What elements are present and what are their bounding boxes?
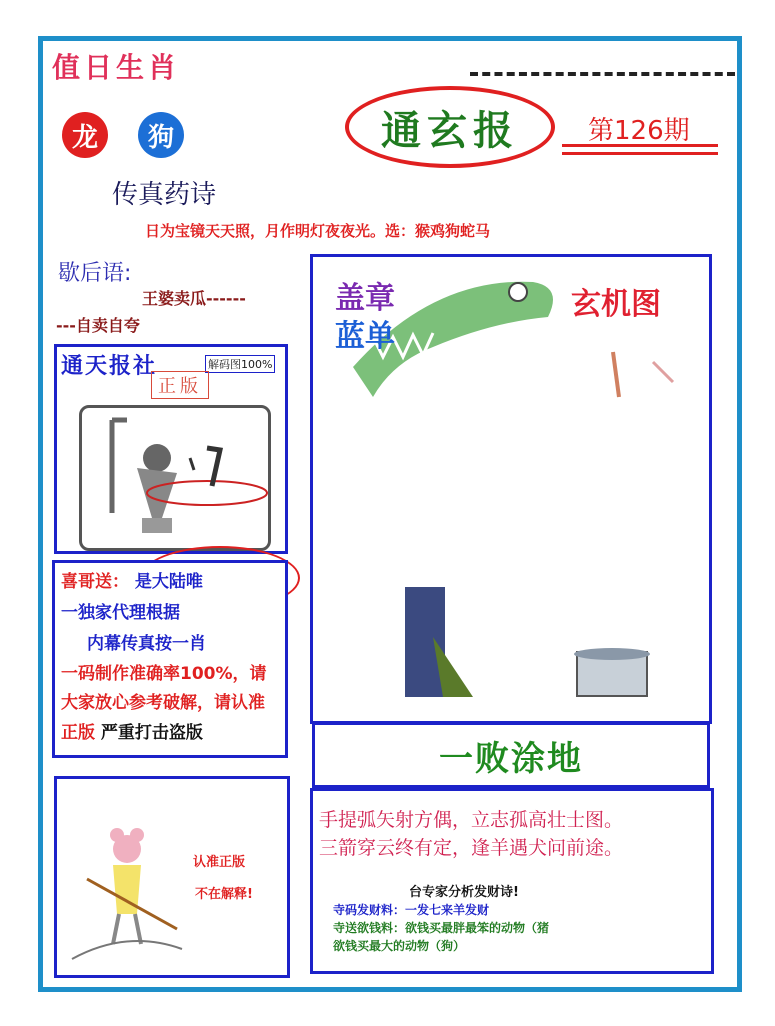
header-dash-line (470, 72, 735, 76)
notice-sender: 喜哥送： (61, 572, 129, 592)
poem-line2: 三箭穿云终有定，逢羊遇犬问前途。 (319, 837, 624, 859)
expert-line2: 寺送欲钱料：欲钱买最胖最笨的动物（猪 (333, 921, 550, 935)
xiehouyu-line2: ---自卖自夸 (56, 316, 140, 335)
expert-title: 台专家分析发财诗! (409, 885, 519, 900)
notice-line4: 一码制作准确率100%，请大家放心参考破解，请认准 (61, 664, 267, 713)
notice-genuine: 正版 (61, 723, 95, 743)
notice-line2: 一独家代理根据 (61, 603, 180, 623)
notice-anti-piracy: 严重打击盗版 (100, 723, 203, 743)
stamp-label-1: 盖章 (335, 281, 395, 316)
expert-line3: 欲钱买最大的动物（狗） (333, 939, 466, 953)
decode-label: 解码图100% (205, 355, 275, 373)
fax-poem-label: 传真药诗 (112, 180, 217, 210)
notice-line5 (61, 718, 279, 749)
banner-box (312, 722, 710, 788)
bottom-left-box (54, 776, 290, 978)
xiehouyu-label: 歇后语: (58, 261, 132, 286)
zodiac-title: 值日生肖 (52, 51, 181, 84)
xuanji-label: 玄机图 (571, 287, 661, 322)
golfer-icon (82, 408, 268, 548)
banner-text: 一败涂地 (439, 738, 583, 779)
poem-line1: 手提弧矢射方偶，立志孤高壮士图。 (319, 809, 624, 831)
issue-number: 第126期 (588, 116, 690, 146)
zodiac-dog-badge: 狗 (138, 112, 184, 158)
tiantian-box (54, 344, 288, 554)
notice-box (52, 560, 288, 758)
bottom-stamp-1: 认准正版 (193, 855, 246, 870)
tiantian-title: 通天报社 (61, 353, 158, 379)
notice-text1: 是大陆唯 (134, 572, 203, 592)
issue-underline (562, 144, 718, 155)
bottom-stamp-2: 不在解释! (195, 887, 253, 902)
stamp-label: 正版 (151, 371, 209, 399)
notice-line3: 内幕传真按一肖 (87, 634, 206, 654)
notice-line1 (61, 567, 279, 598)
puzzle-image (79, 405, 271, 551)
mouse-figure-icon (67, 819, 187, 969)
expert-line1: 寺码发财料：一发七来羊发财 (333, 903, 490, 917)
poem-line: 日为宝镜天天照，月作明灯夜夜光。选：猴鸡狗蛇马 (145, 222, 491, 240)
newspaper-name-oval (345, 86, 555, 168)
newspaper-name: 通玄报 (381, 106, 519, 154)
main-image-box (310, 254, 712, 724)
poem-box (310, 788, 714, 974)
zodiac-dragon-badge: 龙 (62, 112, 108, 158)
stamp-label-2: 蓝单 (335, 319, 395, 354)
xiehouyu-line1: 王婆卖瓜------ (142, 289, 246, 308)
